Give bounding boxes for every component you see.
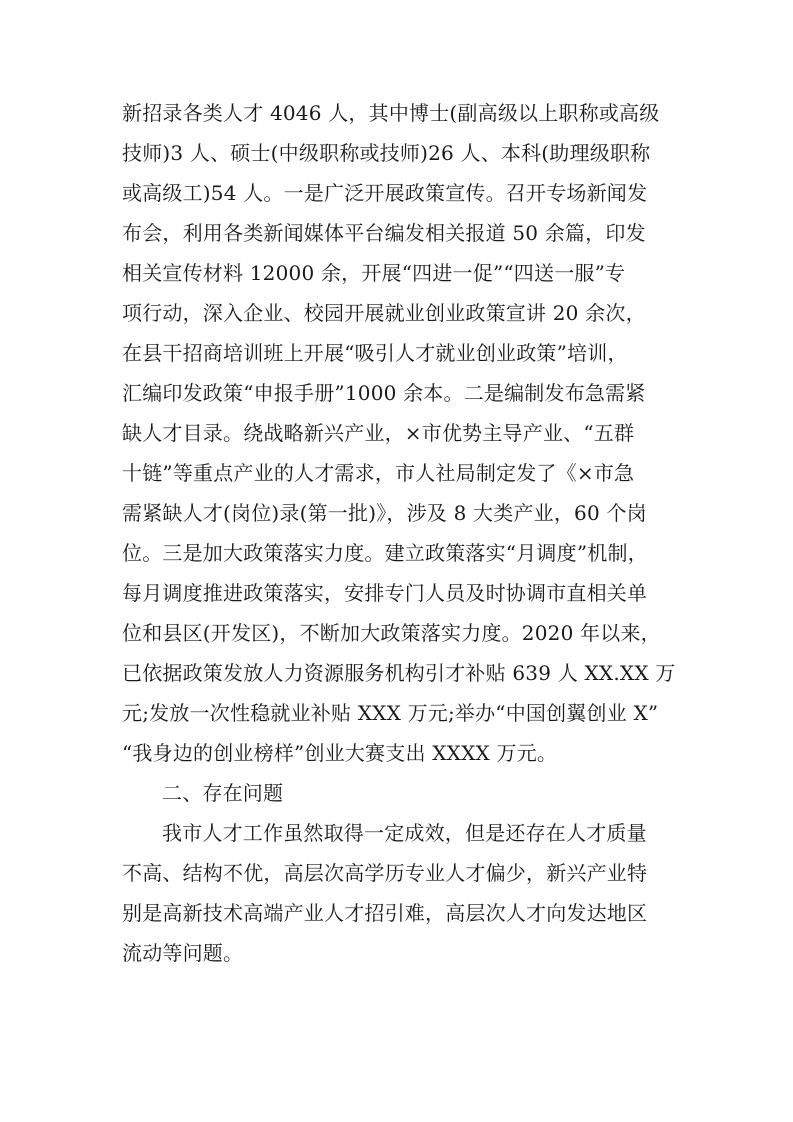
paragraph-line: 缺人才目录。绕战略新兴产业，×市优势主导产业、“五群 bbox=[122, 421, 635, 445]
paragraph-line: 流动等问题。 bbox=[122, 941, 244, 965]
section-heading: 二、存在问题 bbox=[162, 781, 284, 805]
paragraph-line: 位。三是加大政策落实力度。建立政策落实“月调度”机制， bbox=[122, 541, 648, 565]
paragraph-line: 项行动，深入企业、校园开展就业创业政策宣讲 20 余次， bbox=[122, 301, 646, 325]
paragraph-line: 不高、结构不优，高层次高学历专业人才偏少，新兴产业特 bbox=[122, 861, 648, 885]
paragraph-line: 每月调度推进政策落实，安排专门人员及时协调市直相关单 bbox=[122, 581, 648, 605]
body-text bbox=[122, 93, 692, 973]
paragraph-line: 元;发放一次性稳就业补贴 XXX 万元;举办“中国创翼创业 X” bbox=[122, 701, 659, 725]
paragraph-line: 或高级工)54 人。一是广泛开展政策宣传。召开专场新闻发 bbox=[122, 181, 648, 205]
paragraph-line: 相关宣传材料 12000 余，开展“四进一促”“四送一服”专 bbox=[122, 261, 626, 285]
paragraph-line: 新招录各类人才 4046 人，其中博士(副高级以上职称或高级 bbox=[122, 101, 660, 125]
paragraph-line: 技师)3 人、硕士(中级职称或技师)26 人、本科(助理级职称 bbox=[122, 141, 651, 165]
paragraph-line: 已依据政策发放人力资源服务机构引才补贴 639 人 XX.XX 万 bbox=[122, 661, 676, 685]
paragraph-line: 别是高新技术高端产业人才招引难，高层次人才向发达地区 bbox=[122, 901, 648, 925]
paragraph-line: 布会，利用各类新闻媒体平台编发相关报道 50 余篇，印发 bbox=[122, 221, 646, 245]
paragraph-line: “我身边的创业榜样”创业大赛支出 XXXX 万元。 bbox=[122, 741, 558, 765]
paragraph-line: 汇编印发政策“申报手册”1000 余本。二是编制发布急需紧 bbox=[122, 381, 646, 405]
paragraph-line: 需紧缺人才(岗位)录(第一批)》，涉及 8 大类产业，60 个岗 bbox=[122, 501, 647, 525]
paragraph-line: 在县干招商培训班上开展“吸引人才就业创业政策”培训， bbox=[122, 341, 628, 365]
paragraph-line: 十链”等重点产业的人才需求，市人社局制定发了《×市急 bbox=[122, 461, 635, 485]
paragraph-line: 我市人才工作虽然取得一定成效，但是还存在人才质量 bbox=[162, 821, 647, 845]
paragraph-line: 位和县区(开发区)，不断加大政策落实力度。2020 年以来， bbox=[122, 621, 661, 645]
